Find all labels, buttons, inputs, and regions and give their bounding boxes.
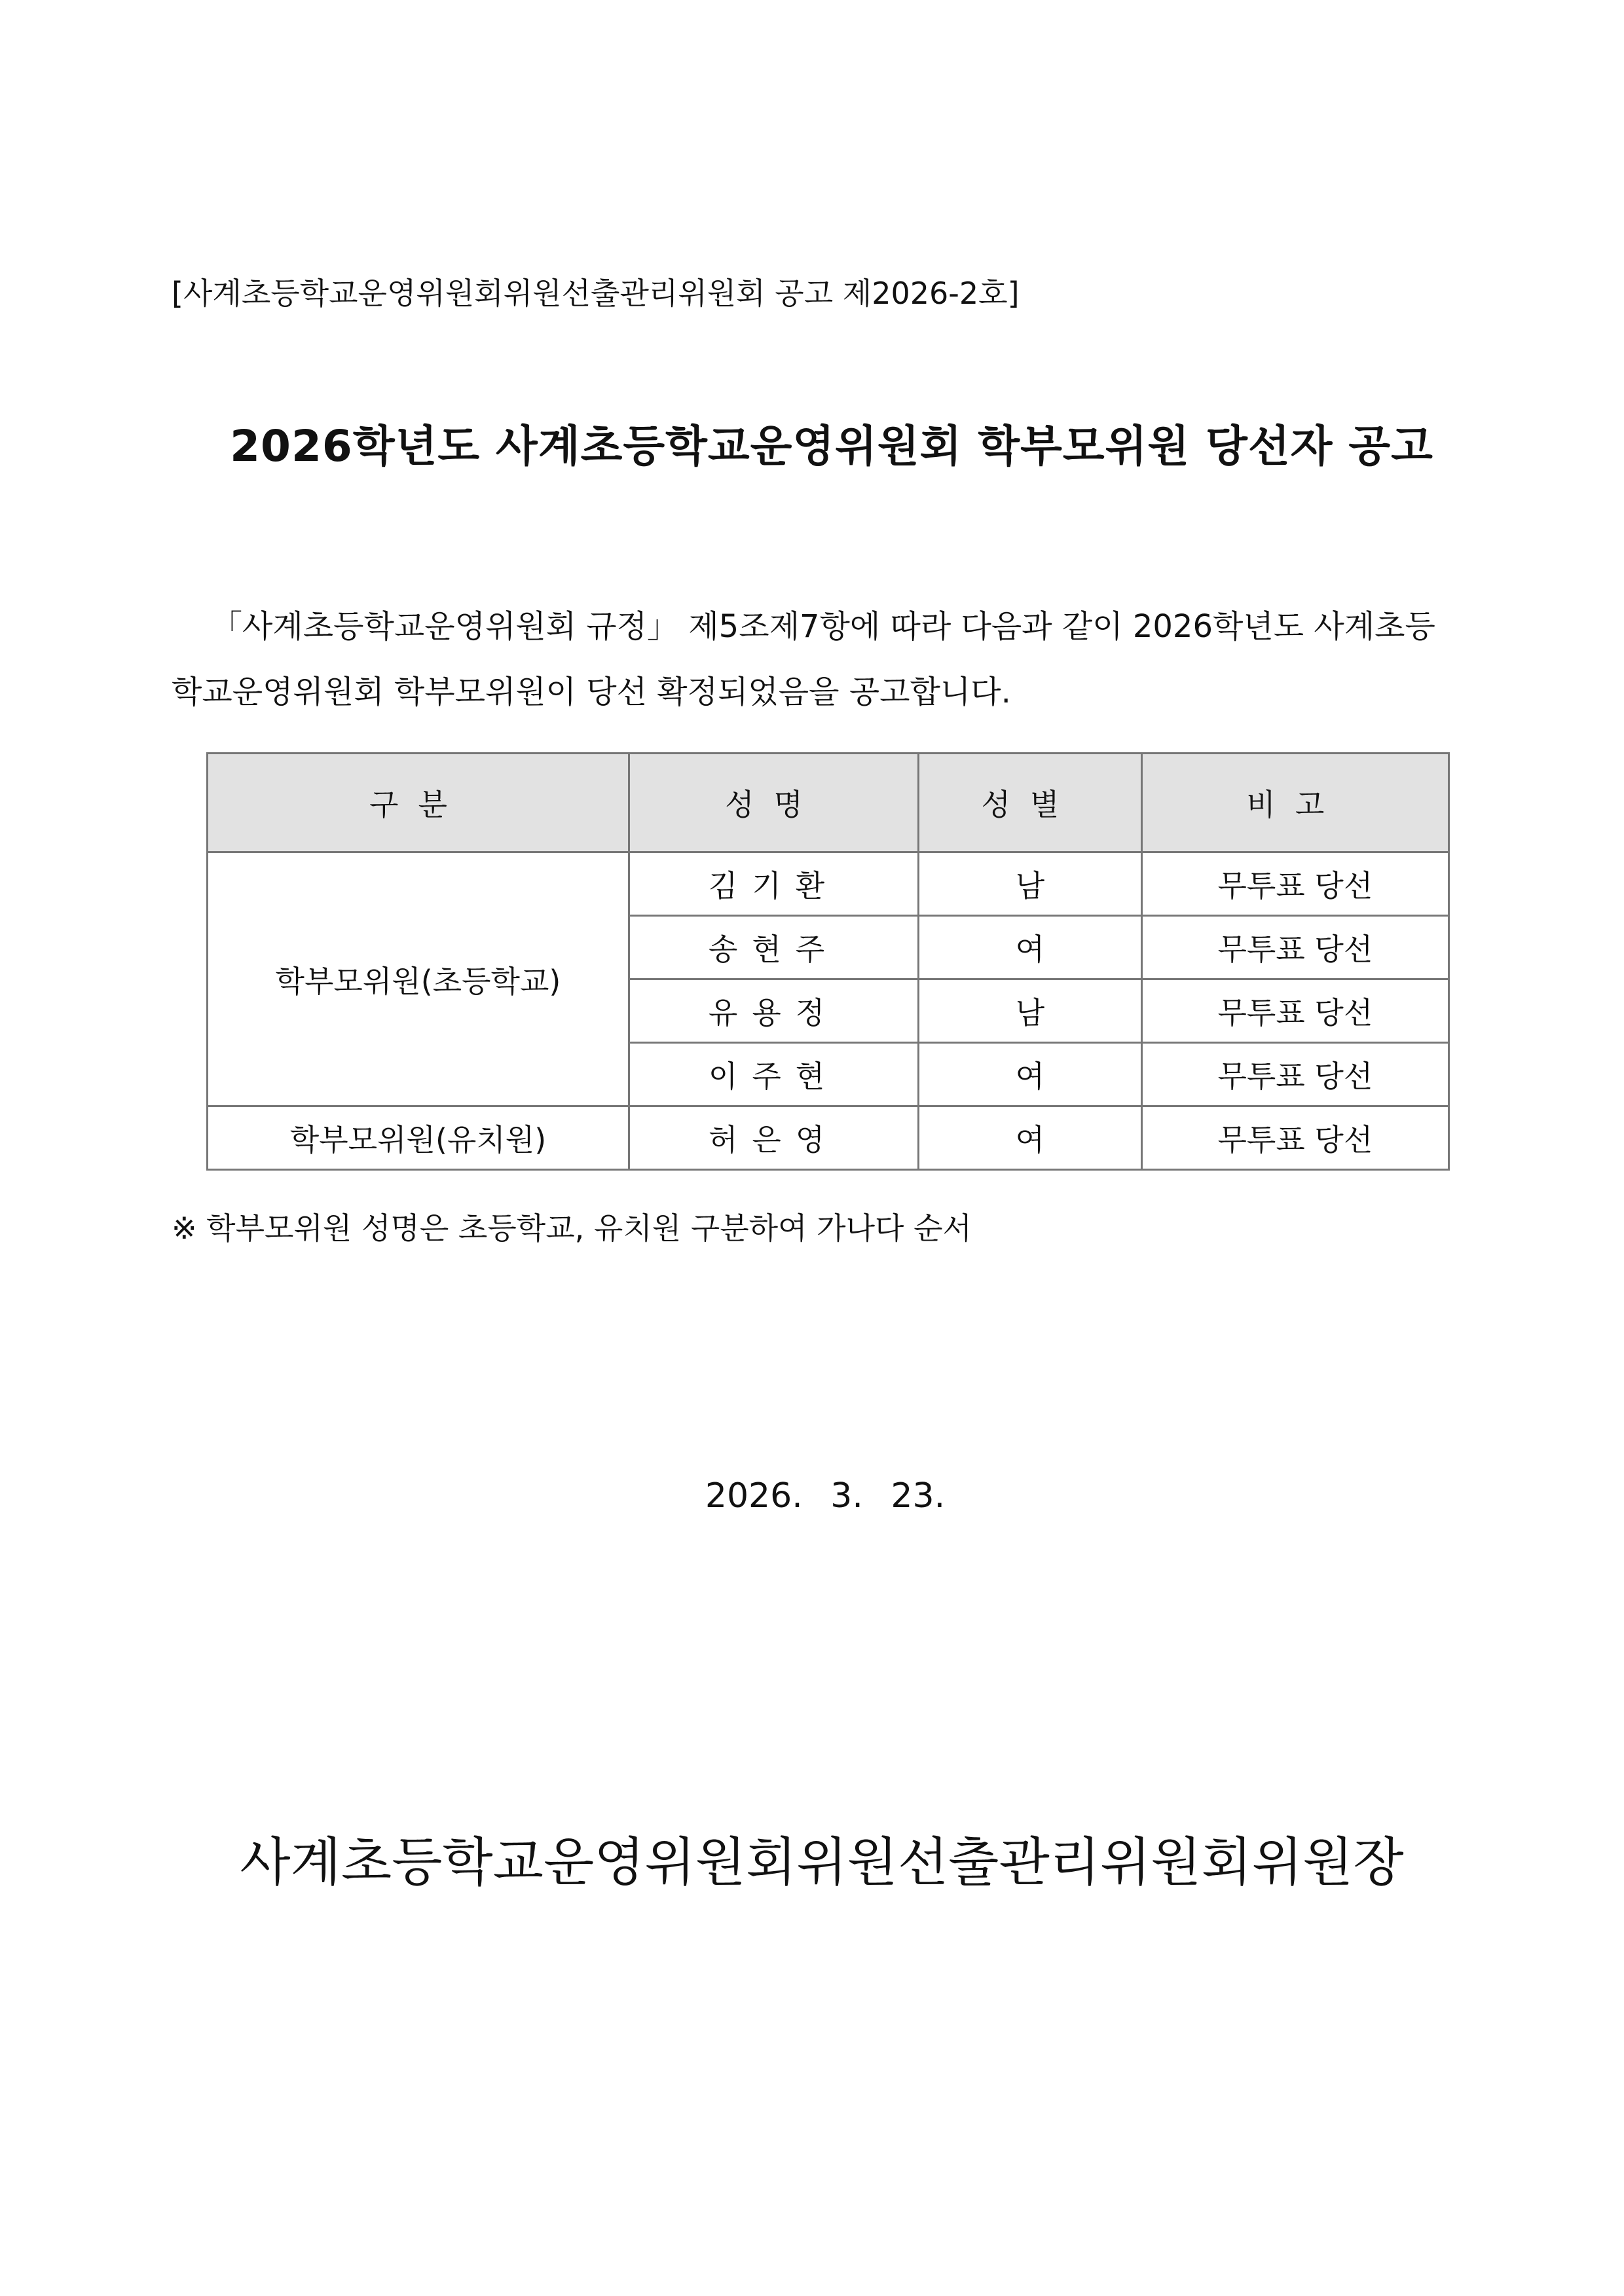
elected-members-table [206,752,1450,1171]
gender-cell: 여 [919,1043,1142,1106]
header-remarks: 비고 [1141,754,1449,852]
category-cell: 학부모위원(유치원) [208,1106,629,1170]
gender-cell: 여 [919,916,1142,979]
table-row [208,1106,1449,1170]
table-header-row [208,754,1449,852]
remarks-cell: 무투표 당선 [1141,916,1449,979]
gender-cell: 남 [919,979,1142,1043]
name-cell: 허은영 [629,1106,918,1170]
remarks-cell: 무투표 당선 [1141,1106,1449,1170]
remarks-cell: 무투표 당선 [1141,1043,1449,1106]
remarks-cell: 무투표 당선 [1141,852,1449,916]
table-row [208,852,1449,916]
name-cell: 유용정 [629,979,918,1043]
name-cell: 김기환 [629,852,918,916]
announcement-reference-number: [사계초등학교운영위원회위원선출관리위원회 공고 제2026-2호] [172,276,1020,311]
table-footnote: ※ 학부모위원 성명은 초등학교, 유치원 구분하여 가나다 순서 [172,1211,972,1246]
name-cell: 송현주 [629,916,918,979]
body-text-line-2: 학교운영위원회 학부모위원이 당선 확정되었음을 공고합니다. [172,674,1011,710]
category-cell: 학부모위원(초등학교) [208,852,629,1106]
issuer-signature: 사계초등학교운영위원회위원선출관리위원회위원장 [240,1832,1404,1893]
gender-cell: 여 [919,1106,1142,1170]
header-category: 구분 [208,754,629,852]
remarks-cell: 무투표 당선 [1141,979,1449,1043]
header-gender: 성별 [919,754,1142,852]
gender-cell: 남 [919,852,1142,916]
name-cell: 이주현 [629,1043,918,1106]
page-title: 2026학년도 사계초등학교운영위원회 학부모위원 당선자 공고 [230,421,1433,471]
body-text-line-1: 「사계초등학교운영위원회 규정」 제5조제7항에 따라 다음과 같이 2026학년도 사계초등 [211,608,1435,645]
announcement-date: 2026. 3. 23. [705,1476,946,1516]
header-name: 성명 [629,754,918,852]
